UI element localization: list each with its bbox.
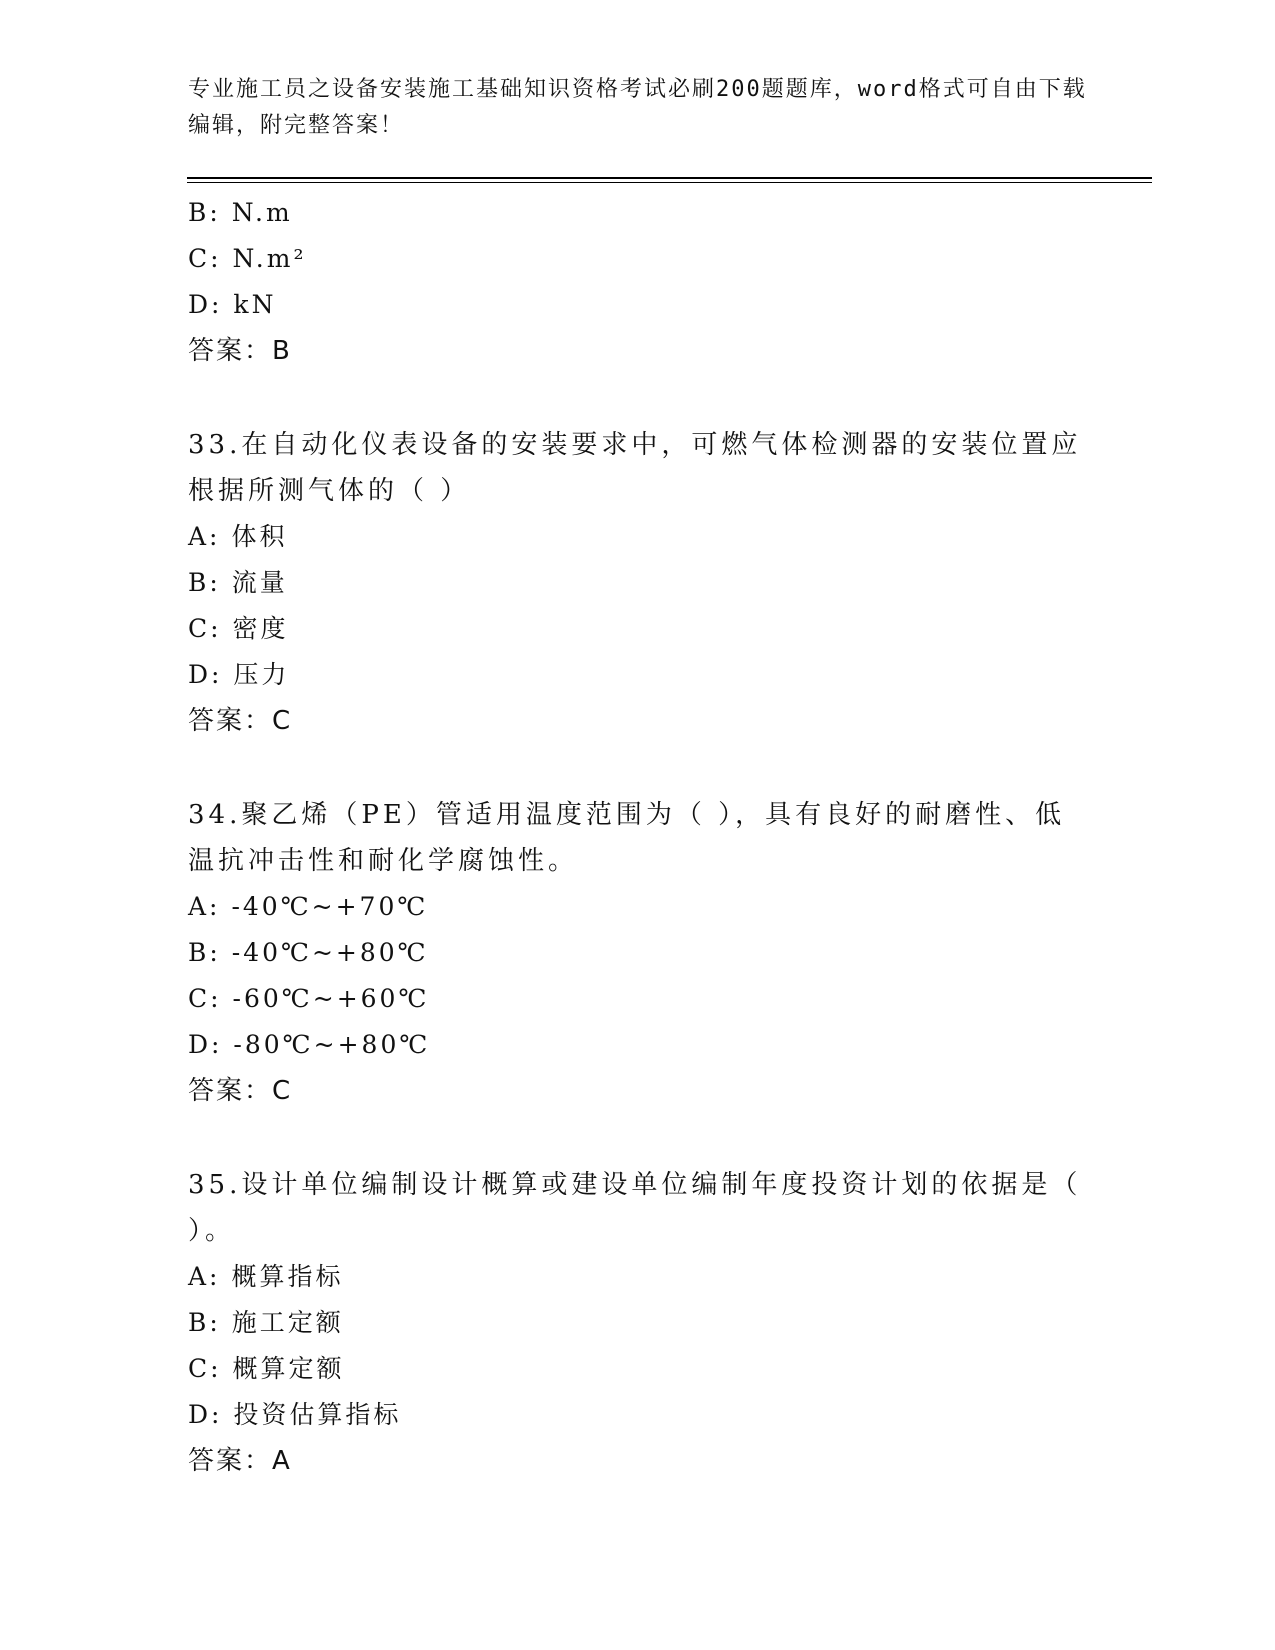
question-33: [188, 422, 1088, 744]
option-d: D: 压力: [188, 660, 290, 689]
option-c: C: 概算定额: [188, 1354, 345, 1383]
option-c: C: -60℃~+60℃: [188, 984, 430, 1013]
continued-question: [188, 190, 1088, 374]
question-text: 35.设计单位编制设计概算或建设单位编制年度投资计划的依据是（ ）。: [188, 1170, 1082, 1246]
option-b: B: -40℃~+80℃: [188, 938, 429, 967]
option-d: D: -80℃~+80℃: [188, 1030, 431, 1059]
spacer: [188, 1114, 1088, 1162]
question-text: 33.在自动化仪表设备的安装要求中，可燃气体检测器的安装位置应根据所测气体的（ ）: [188, 430, 1082, 506]
option-b: B: 施工定额: [188, 1308, 344, 1337]
spacer: [188, 744, 1088, 792]
spacer: [188, 374, 1088, 422]
answer-line: 答案：B: [188, 336, 292, 366]
option-b: B: N.m: [188, 198, 293, 227]
document-header: 专业施工员之设备安装施工基础知识资格考试必刷200题题库，word格式可自由下载编辑，附完整答案！: [188, 77, 1087, 138]
answer-line: 答案：C: [188, 706, 293, 736]
header-divider-thick: [187, 177, 1152, 179]
question-list: [188, 190, 1088, 1484]
answer-line: 答案：C: [188, 1076, 293, 1106]
option-a: A: 概算指标: [188, 1262, 344, 1291]
answer-line: 答案：A: [188, 1446, 292, 1476]
option-d: D: 投资估算指标: [188, 1400, 402, 1429]
option-c: C: 密度: [188, 614, 289, 643]
option-c: C: N.m²: [188, 244, 307, 273]
header-divider-thin: [187, 182, 1152, 183]
option-d: D: kN: [188, 290, 277, 319]
option-a: A: 体积: [188, 522, 288, 551]
option-a: A: -40℃~+70℃: [188, 892, 429, 921]
question-text: 34.聚乙烯（PE）管适用温度范围为（ ），具有良好的耐磨性、低温抗冲击性和耐化学腐蚀性。: [188, 800, 1066, 876]
option-b: B: 流量: [188, 568, 288, 597]
question-35: [188, 1162, 1088, 1484]
question-34: [188, 792, 1088, 1114]
